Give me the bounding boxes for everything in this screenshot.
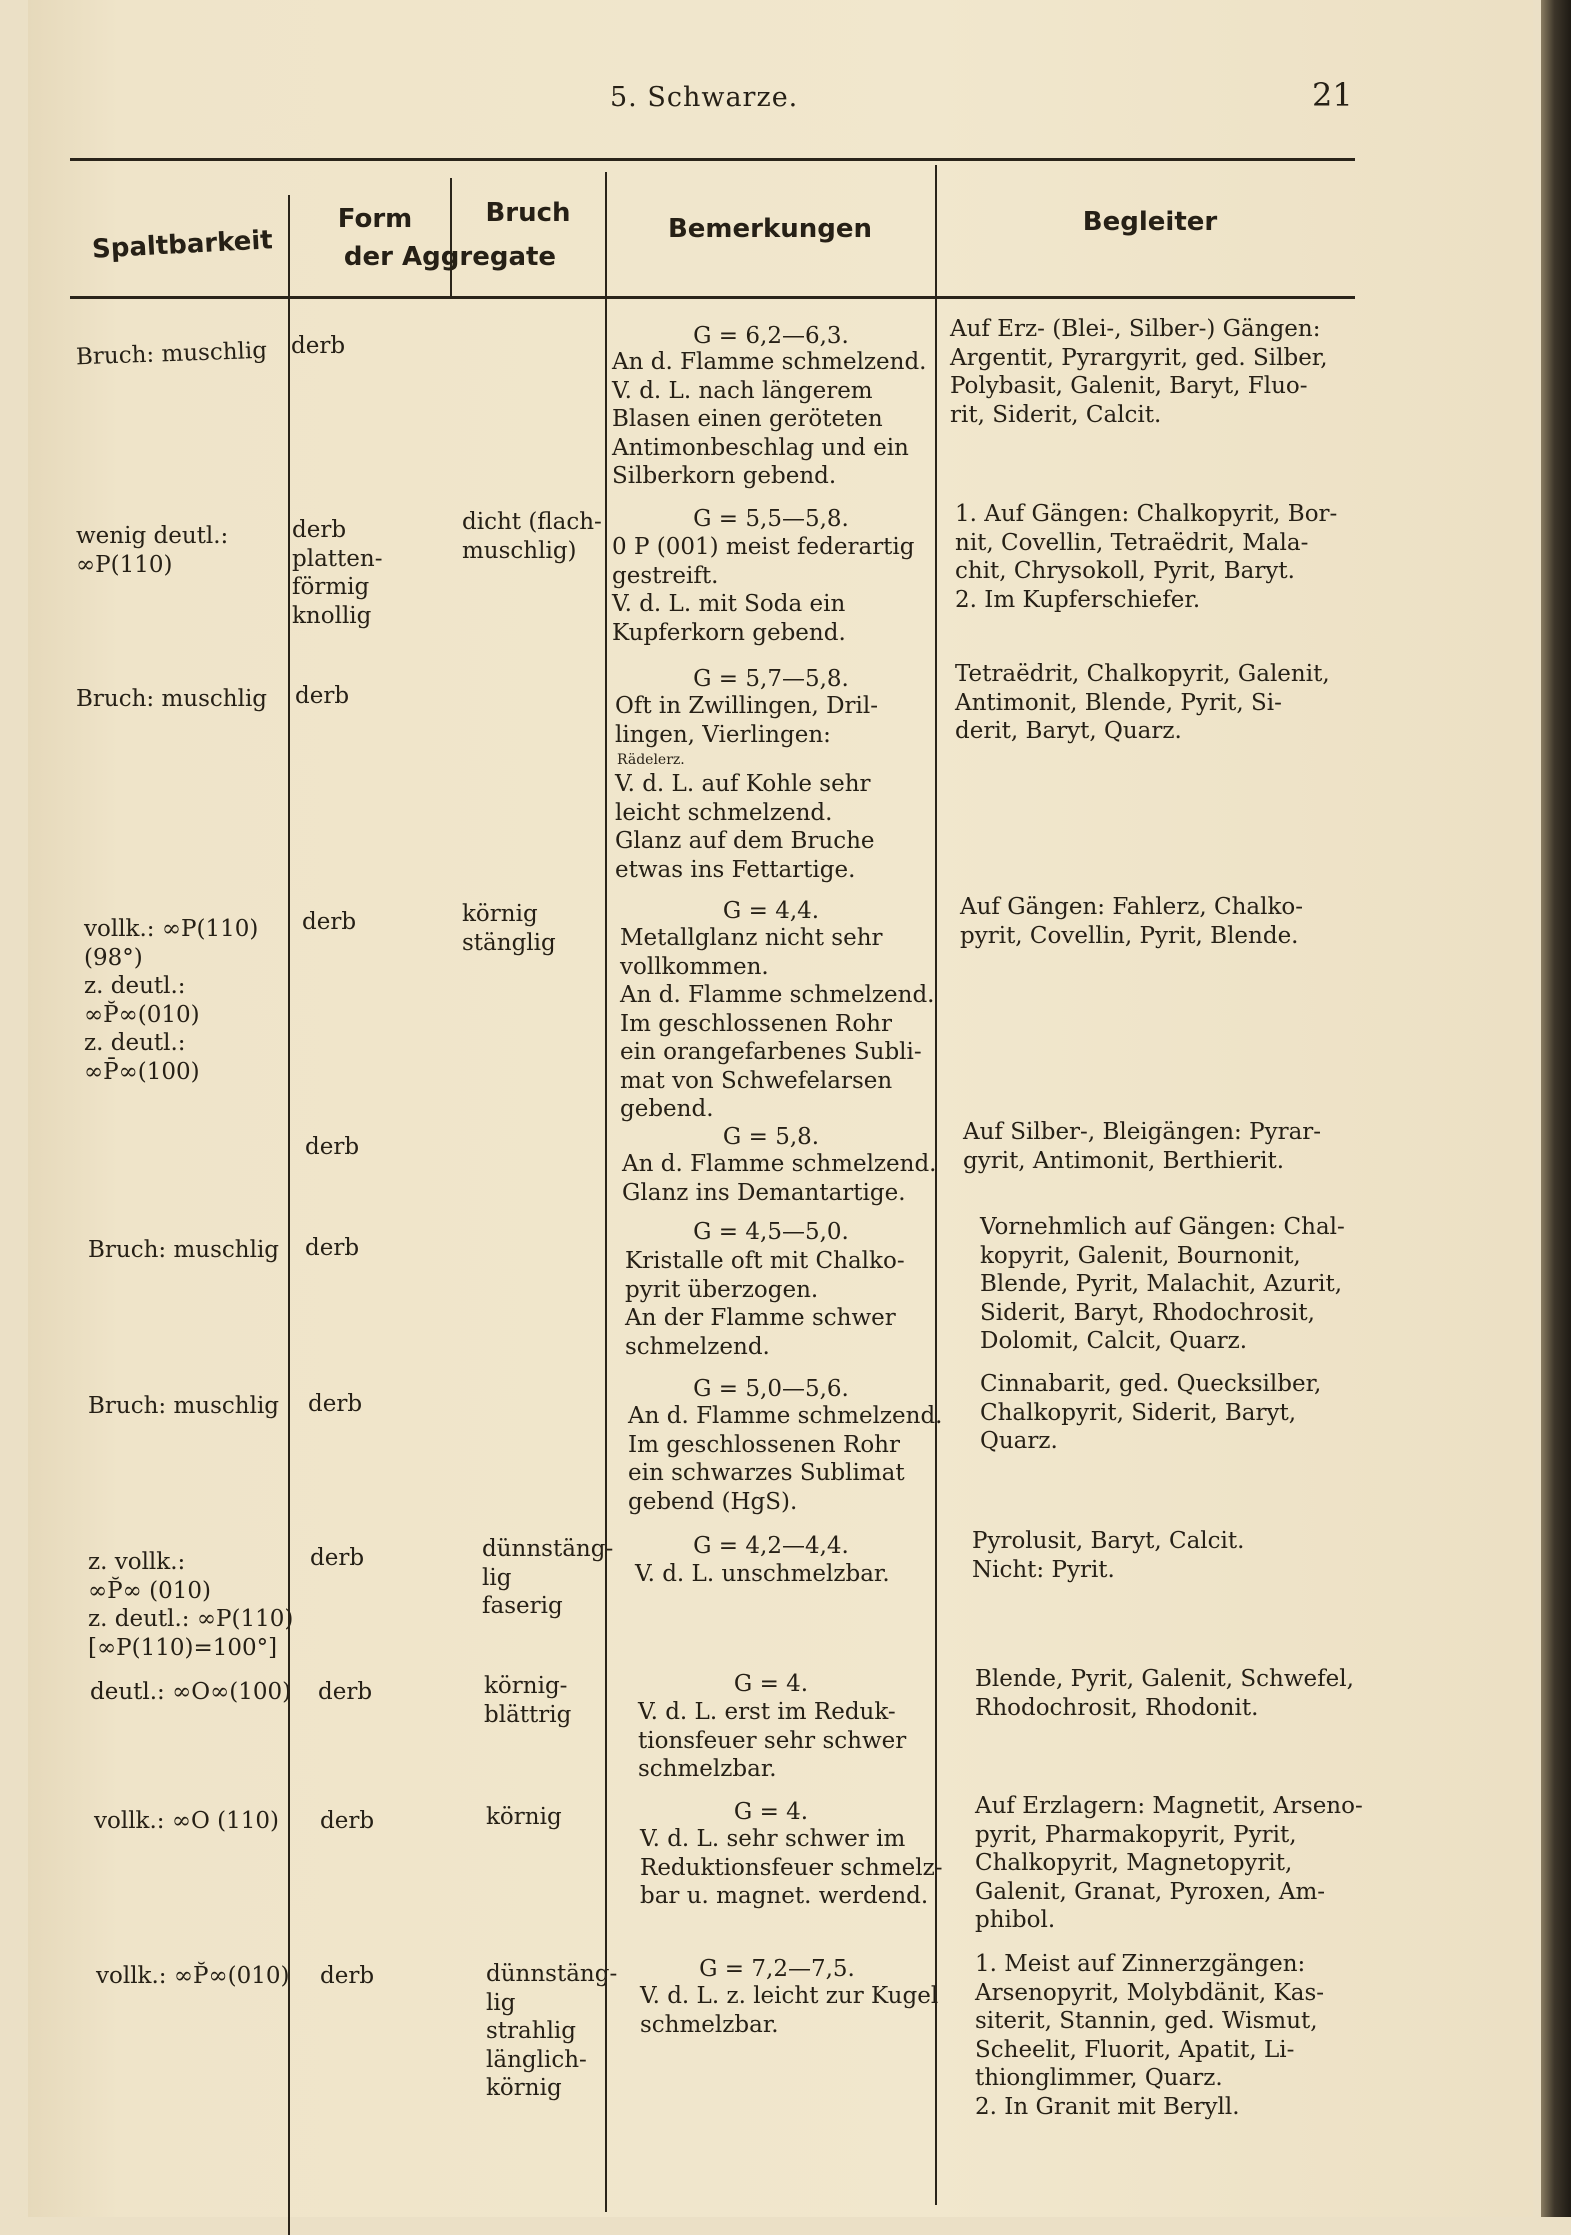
row10-bemerkungen: V. d. L. sehr schwer im Reduktionsfeuer schmelz- bar u. magnet. werdend. <box>640 1826 943 1909</box>
row11-spaltbarkeit: vollk.: ∞P̆∞(010) <box>96 1963 290 1989</box>
page-number: 21 <box>1312 76 1353 114</box>
row1-hardness: G = 6,2—6,3. <box>693 323 849 349</box>
row11-hardness: G = 7,2—7,5. <box>699 1956 855 1982</box>
row1-begleiter: Auf Erz- (Blei-, Silber-) Gängen: Argentit, Pyrargyrit, ged. Silber, Polybasit, Galenit, Baryt, Fluo- rit, Siderit, Calcit. <box>950 316 1328 428</box>
row7-begleiter: Cinnabarit, ged. Quecksilber, Chalkopyrit, Siderit, Baryt, Quarz. <box>980 1371 1322 1454</box>
row9-form: derb <box>318 1679 373 1705</box>
header-bottom-rule <box>70 296 1355 299</box>
row7-bemerkungen: An d. Flamme schmelzend. Im geschlossenen Rohr ein schwarzes Sublimat gebend (HgS). <box>628 1403 943 1515</box>
row9-bemerkungen: V. d. L. erst im Reduk- tionsfeuer sehr schwer schmelzbar. <box>638 1699 907 1782</box>
row3-bemerkungen-small: Rädelerz. <box>617 752 685 768</box>
row10-bruch: körnig <box>486 1804 562 1830</box>
header-form-line2: der Aggregate <box>343 242 557 272</box>
row5-bemerkungen: An d. Flamme schmelzend. Glanz ins Demantartige. <box>622 1151 937 1206</box>
top-rule <box>70 158 1355 161</box>
row4-form: derb <box>302 909 357 935</box>
row3-form: derb <box>295 683 350 709</box>
header-bemerkungen: Bemerkungen <box>667 214 873 244</box>
row1-bemerkungen: An d. Flamme schmelzend. V. d. L. nach längerem Blasen einen geröteten Antimonbeschlag und ein Silberkorn gebend. <box>612 349 927 489</box>
row6-hardness: G = 4,5—5,0. <box>693 1219 849 1245</box>
row6-begleiter: Vornehmlich auf Gängen: Chal- kopyrit, Galenit, Bournonit, Blende, Pyrit, Malachit, Azurit, Siderit, Baryt, Rhodochrosit, Dolomit, Calcit, Quarz. <box>980 1214 1345 1354</box>
row11-bemerkungen: V. d. L. z. leicht zur Kugel schmelzbar. <box>640 1983 939 2038</box>
row11-bruch: dünnstäng- lig strahlig länglich- körnig <box>486 1961 618 2101</box>
row11-form: derb <box>320 1963 375 1989</box>
row10-form: derb <box>320 1808 375 1834</box>
row1-spaltbarkeit: Bruch: muschlig <box>75 337 268 371</box>
row9-hardness: G = 4. <box>733 1671 809 1697</box>
row4-bemerkungen: Metallglanz nicht sehr vollkommen. An d. Flamme schmelzend. Im geschlossenen Rohr ein orangefarbenes Subli- mat von Schwefelarsen gebend. <box>620 925 935 1122</box>
column-rule-1 <box>288 195 290 2235</box>
row6-spaltbarkeit: Bruch: muschlig <box>88 1237 280 1263</box>
row8-form: derb <box>310 1545 365 1571</box>
header-form: Form <box>337 204 413 234</box>
row1-form: derb <box>291 333 346 359</box>
row6-form: derb <box>305 1235 360 1261</box>
row5-hardness: G = 5,8. <box>722 1124 820 1150</box>
row7-form: derb <box>308 1391 363 1417</box>
row7-hardness: G = 5,0—5,6. <box>693 1376 849 1402</box>
row6-bemerkungen: Kristalle oft mit Chalko- pyrit überzogen. An der Flamme schwer schmelzend. <box>625 1248 905 1360</box>
column-rule-3 <box>605 172 607 2212</box>
row10-hardness: G = 4. <box>733 1799 809 1825</box>
row2-begleiter: 1. Auf Gängen: Chalkopyrit, Bor- nit, Covellin, Tetraëdrit, Mala- chit, Chrysokoll, Pyrit, Baryt. 2. Im Kupferschiefer. <box>955 501 1338 613</box>
row5-form: derb <box>305 1134 360 1160</box>
header-spaltbarkeit: Spaltbarkeit <box>91 225 274 265</box>
row3-bemerkungen-2: V. d. L. auf Kohle sehr leicht schmelzend. Glanz auf dem Bruche etwas ins Fettartige. <box>615 771 875 883</box>
book-spine <box>1541 0 1571 2217</box>
row7-spaltbarkeit: Bruch: muschlig <box>88 1393 280 1419</box>
row8-spaltbarkeit: z. vollk.: ∞P̆∞ (010) z. deutl.: ∞P(110) [∞P(110)=100°] <box>88 1549 294 1661</box>
row8-hardness: G = 4,2—4,4. <box>693 1533 849 1559</box>
row3-spaltbarkeit: Bruch: muschlig <box>76 686 268 712</box>
row8-bemerkungen: V. d. L. unschmelzbar. <box>635 1561 890 1587</box>
row9-spaltbarkeit: deutl.: ∞O∞(100) <box>90 1679 292 1705</box>
row10-begleiter: Auf Erzlagern: Magnetit, Arseno- pyrit, Pharmakopyrit, Pyrit, Chalkopyrit, Magnetopyrit, Galenit, Granat, Pyroxen, Am- phibol. <box>975 1793 1363 1933</box>
row2-bruch: dicht (flach- muschlig) <box>462 509 602 564</box>
running-title: 5. Schwarze. <box>610 82 799 113</box>
row3-begleiter: Tetraëdrit, Chalkopyrit, Galenit, Antimonit, Blende, Pyrit, Si- derit, Baryt, Quarz. <box>955 661 1330 744</box>
row2-spaltbarkeit: wenig deutl.: ∞P(110) <box>76 523 229 578</box>
row4-hardness: G = 4,4. <box>722 898 820 924</box>
row8-bruch: dünnstäng- lig faserig <box>482 1536 614 1619</box>
row9-bruch: körnig- blättrig <box>484 1673 572 1728</box>
row11-begleiter: 1. Meist auf Zinnerzgängen: Arsenopyrit, Molybdänit, Kas- siterit, Stannin, ged. Wismut, Scheelit, Fluorit, Apatit, Li- thionglimmer, Quarz. 2. In Granit mit Beryll. <box>975 1951 1325 2120</box>
header-begleiter: Begleiter <box>1082 207 1218 237</box>
row4-bruch: körnig stänglig <box>462 901 556 956</box>
row2-bemerkungen: 0 P (001) meist federartig gestreift. V. d. L. mit Soda ein Kupferkorn gebend. <box>612 534 915 646</box>
header-bruch: Bruch <box>485 198 571 228</box>
row10-spaltbarkeit: vollk.: ∞O (110) <box>94 1808 280 1834</box>
row3-bemerkungen: Oft in Zwillingen, Dril- lingen, Vierlingen: <box>615 693 878 748</box>
row5-begleiter: Auf Silber-, Bleigängen: Pyrar- gyrit, Antimonit, Berthierit. <box>963 1119 1322 1174</box>
row4-spaltbarkeit: vollk.: ∞P(110) (98°) z. deutl.: ∞P̆∞(010) z. deutl.: ∞P̄∞(100) <box>84 916 259 1085</box>
row3-hardness: G = 5,7—5,8. <box>693 666 849 692</box>
row8-begleiter: Pyrolusit, Baryt, Calcit. Nicht: Pyrit. <box>972 1528 1245 1583</box>
row9-begleiter: Blende, Pyrit, Galenit, Schwefel, Rhodochrosit, Rhodonit. <box>975 1666 1354 1721</box>
row2-hardness: G = 5,5—5,8. <box>693 506 849 532</box>
column-rule-2 <box>450 178 452 296</box>
row4-begleiter: Auf Gängen: Fahlerz, Chalko- pyrit, Covellin, Pyrit, Blende. <box>960 894 1304 949</box>
row2-form: derb platten- förmig knollig <box>292 517 383 629</box>
